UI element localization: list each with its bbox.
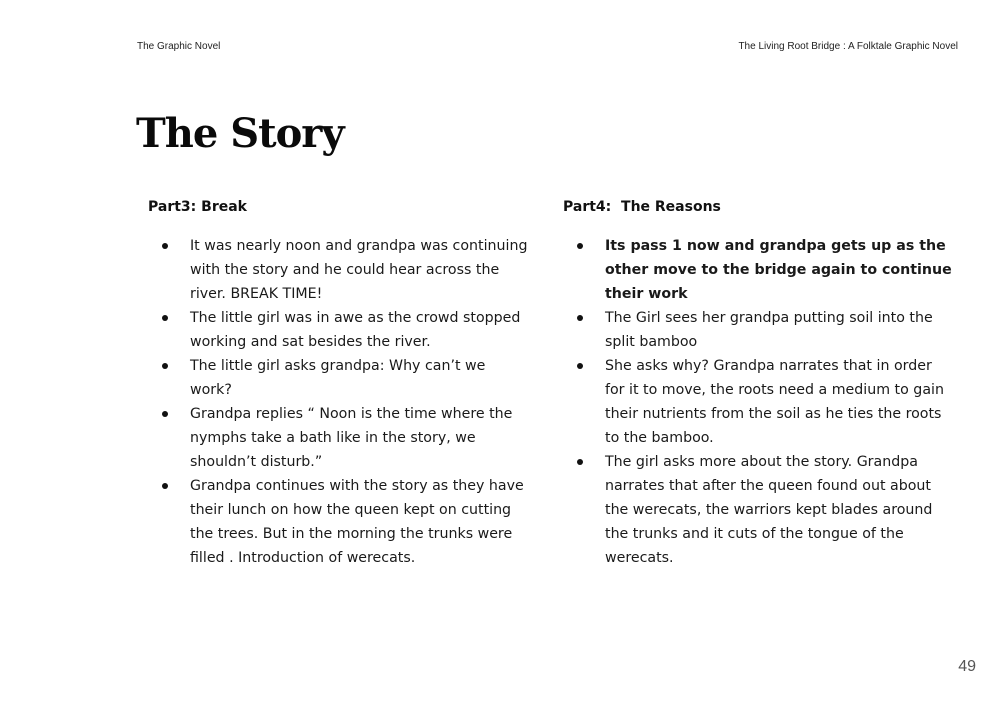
bullet-icon bbox=[162, 411, 168, 417]
list-item bbox=[148, 306, 528, 354]
page-title: The Story bbox=[136, 110, 344, 157]
bullet-text: The girl asks more about the story. Grandpa narrates that after the queen found out about the werecats, the warriors kept blades around the trunks and it cuts of the tongue of the werecats. bbox=[605, 454, 933, 566]
page-number: 49 bbox=[958, 658, 976, 675]
bullet-text: Grandpa replies “ Noon is the time where the nymphs take a bath like in the story, we shouldn’t disturb.” bbox=[190, 406, 513, 470]
list-item bbox=[563, 450, 953, 570]
bullet-text: It was nearly noon and grandpa was continuing with the story and he could hear across the river. BREAK TIME! bbox=[190, 238, 528, 302]
bullet-icon bbox=[162, 315, 168, 321]
bullet-icon bbox=[162, 363, 168, 369]
header-right: The Living Root Bridge : A Folktale Graphic Novel bbox=[738, 41, 958, 52]
bullet-icon bbox=[162, 483, 168, 489]
list-item bbox=[148, 402, 528, 474]
bullet-icon bbox=[577, 363, 583, 369]
list-item bbox=[563, 354, 953, 450]
bullet-text: Grandpa continues with the story as they have their lunch on how the queen kept on cutting the trees. But in the morning the trunks were filled . Introduction of werecats. bbox=[190, 478, 524, 566]
bullet-icon bbox=[577, 243, 583, 249]
list-item bbox=[148, 234, 528, 306]
bullet-icon bbox=[162, 243, 168, 249]
list-item bbox=[148, 474, 528, 570]
section-heading: Part3: Break bbox=[148, 199, 247, 215]
bullet-icon bbox=[577, 459, 583, 465]
list-item bbox=[148, 354, 528, 402]
bullet-text: The little girl asks grandpa: Why can’t we work? bbox=[190, 358, 486, 398]
bullet-list bbox=[563, 234, 953, 570]
list-item bbox=[563, 234, 953, 306]
header-left: The Graphic Novel bbox=[137, 41, 221, 52]
section-part3 bbox=[148, 199, 528, 570]
bullet-text: Its pass 1 now and grandpa gets up as the other move to the bridge again to continue their work bbox=[605, 238, 952, 302]
bullet-text: The Girl sees her grandpa putting soil into the split bamboo bbox=[605, 310, 933, 350]
section-part4 bbox=[563, 199, 953, 570]
list-item bbox=[563, 306, 953, 354]
bullet-icon bbox=[577, 315, 583, 321]
bullet-list bbox=[148, 234, 528, 570]
bullet-text: The little girl was in awe as the crowd stopped working and sat besides the river. bbox=[190, 310, 521, 350]
bullet-text: She asks why? Grandpa narrates that in order for it to move, the roots need a medium to gain their nutrients from the soil as he ties the roots to the bamboo. bbox=[605, 358, 944, 446]
section-heading: Part4: The Reasons bbox=[563, 199, 721, 215]
